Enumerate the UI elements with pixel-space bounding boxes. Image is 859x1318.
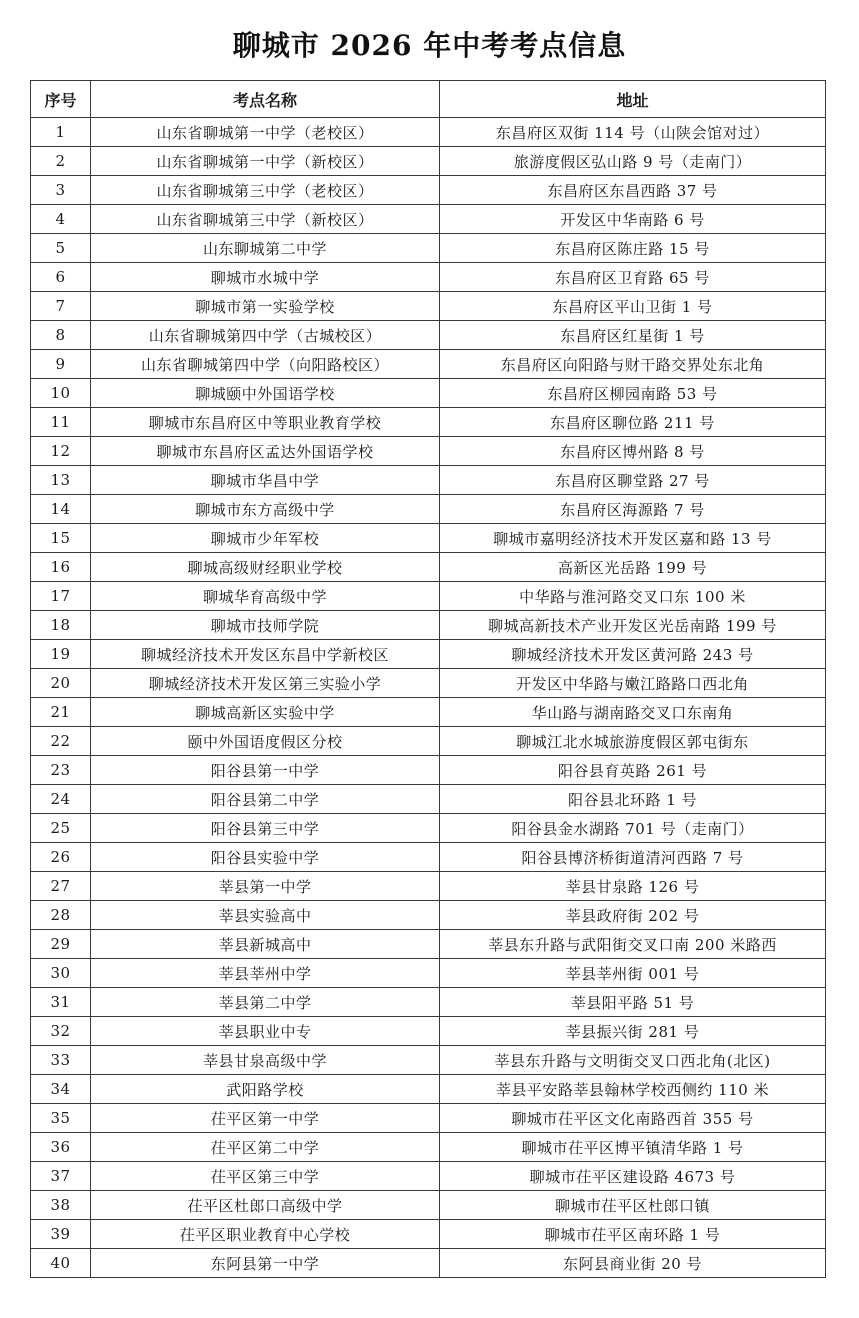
- table-row: [31, 292, 826, 321]
- cell-site-name: 莘县第一中学: [91, 872, 440, 901]
- table-row: [31, 611, 826, 640]
- table-row: [31, 147, 826, 176]
- cell-site-name: 聊城市华昌中学: [91, 466, 440, 495]
- cell-serial-number: 33: [31, 1046, 91, 1075]
- table-row: [31, 756, 826, 785]
- cell-site-name: 聊城经济技术开发区第三实验小学: [91, 669, 440, 698]
- cell-serial-number: 29: [31, 930, 91, 959]
- table-row: [31, 1133, 826, 1162]
- table-row: [31, 901, 826, 930]
- cell-serial-number: 7: [31, 292, 91, 321]
- cell-site-name: 武阳路学校: [91, 1075, 440, 1104]
- cell-site-name: 聊城经济技术开发区东昌中学新校区: [91, 640, 440, 669]
- header-serial-number: 序号: [31, 81, 91, 118]
- cell-address: 聊城高新技术产业开发区光岳南路 199 号: [440, 611, 826, 640]
- cell-site-name: 莘县新城高中: [91, 930, 440, 959]
- table-row: [31, 263, 826, 292]
- table-row: [31, 843, 826, 872]
- cell-address: 东昌府区聊位路 211 号: [440, 408, 826, 437]
- table-row: [31, 814, 826, 843]
- cell-address: 阳谷县育英路 261 号: [440, 756, 826, 785]
- cell-address: 莘县东升路与武阳街交叉口南 200 米路西: [440, 930, 826, 959]
- cell-serial-number: 37: [31, 1162, 91, 1191]
- cell-site-name: 东阿县第一中学: [91, 1249, 440, 1278]
- cell-site-name: 莘县甘泉高级中学: [91, 1046, 440, 1075]
- cell-site-name: 阳谷县第三中学: [91, 814, 440, 843]
- cell-serial-number: 35: [31, 1104, 91, 1133]
- table-row: [31, 379, 826, 408]
- cell-serial-number: 31: [31, 988, 91, 1017]
- cell-address: 聊城江北水城旅游度假区郭屯街东: [440, 727, 826, 756]
- cell-serial-number: 14: [31, 495, 91, 524]
- cell-site-name: 茌平区第二中学: [91, 1133, 440, 1162]
- cell-site-name: 山东省聊城第四中学（古城校区）: [91, 321, 440, 350]
- cell-address: 东昌府区柳园南路 53 号: [440, 379, 826, 408]
- table-row: [31, 698, 826, 727]
- table-header-row: [31, 81, 826, 118]
- cell-address: 开发区中华路与嫩江路路口西北角: [440, 669, 826, 698]
- table-row: [31, 1017, 826, 1046]
- table-body: [31, 118, 826, 1278]
- table-row: [31, 872, 826, 901]
- table-row: [31, 437, 826, 466]
- cell-serial-number: 1: [31, 118, 91, 147]
- cell-address: 莘县政府街 202 号: [440, 901, 826, 930]
- table-row: [31, 1075, 826, 1104]
- cell-address: 东昌府区平山卫街 1 号: [440, 292, 826, 321]
- cell-address: 东昌府区双街 114 号（山陕会馆对过）: [440, 118, 826, 147]
- table-row: [31, 1046, 826, 1075]
- cell-address: 开发区中华南路 6 号: [440, 205, 826, 234]
- cell-address: 东阿县商业街 20 号: [440, 1249, 826, 1278]
- cell-site-name: 山东聊城第二中学: [91, 234, 440, 263]
- cell-address: 东昌府区向阳路与财干路交界处东北角: [440, 350, 826, 379]
- table-row: [31, 1220, 826, 1249]
- cell-site-name: 聊城市第一实验学校: [91, 292, 440, 321]
- cell-serial-number: 2: [31, 147, 91, 176]
- cell-address: 聊城市茌平区杜郎口镇: [440, 1191, 826, 1220]
- cell-site-name: 茌平区第一中学: [91, 1104, 440, 1133]
- cell-serial-number: 8: [31, 321, 91, 350]
- cell-serial-number: 38: [31, 1191, 91, 1220]
- cell-serial-number: 15: [31, 524, 91, 553]
- cell-site-name: 茌平区杜郎口高级中学: [91, 1191, 440, 1220]
- cell-address: 阳谷县金水湖路 701 号（走南门）: [440, 814, 826, 843]
- cell-site-name: 聊城华育高级中学: [91, 582, 440, 611]
- cell-serial-number: 16: [31, 553, 91, 582]
- table-row: [31, 1249, 826, 1278]
- table-row: [31, 350, 826, 379]
- cell-address: 东昌府区红星街 1 号: [440, 321, 826, 350]
- table-row: [31, 1191, 826, 1220]
- cell-address: 聊城市茌平区文化南路西首 355 号: [440, 1104, 826, 1133]
- cell-site-name: 聊城市水城中学: [91, 263, 440, 292]
- cell-address: 东昌府区东昌西路 37 号: [440, 176, 826, 205]
- cell-address: 中华路与淮河路交叉口东 100 米: [440, 582, 826, 611]
- cell-serial-number: 3: [31, 176, 91, 205]
- cell-serial-number: 21: [31, 698, 91, 727]
- cell-site-name: 阳谷县第一中学: [91, 756, 440, 785]
- cell-address: 华山路与湖南路交叉口东南角: [440, 698, 826, 727]
- cell-serial-number: 32: [31, 1017, 91, 1046]
- cell-serial-number: 23: [31, 756, 91, 785]
- cell-address: 聊城市茌平区建设路 4673 号: [440, 1162, 826, 1191]
- cell-address: 东昌府区博州路 8 号: [440, 437, 826, 466]
- cell-serial-number: 11: [31, 408, 91, 437]
- exam-site-table: [30, 80, 826, 1278]
- cell-site-name: 山东省聊城第一中学（新校区）: [91, 147, 440, 176]
- table-row: [31, 118, 826, 147]
- cell-site-name: 聊城高新区实验中学: [91, 698, 440, 727]
- header-address: 地址: [440, 81, 826, 118]
- table-row: [31, 582, 826, 611]
- cell-serial-number: 10: [31, 379, 91, 408]
- table-row: [31, 553, 826, 582]
- cell-serial-number: 6: [31, 263, 91, 292]
- cell-address: 莘县振兴街 281 号: [440, 1017, 826, 1046]
- table-row: [31, 495, 826, 524]
- cell-address: 东昌府区海源路 7 号: [440, 495, 826, 524]
- table-row: [31, 785, 826, 814]
- cell-site-name: 茌平区第三中学: [91, 1162, 440, 1191]
- table-row: [31, 466, 826, 495]
- cell-serial-number: 5: [31, 234, 91, 263]
- table-row: [31, 1104, 826, 1133]
- cell-site-name: 聊城市东昌府区中等职业教育学校: [91, 408, 440, 437]
- cell-site-name: 山东省聊城第四中学（向阳路校区）: [91, 350, 440, 379]
- cell-address: 聊城经济技术开发区黄河路 243 号: [440, 640, 826, 669]
- table-row: [31, 524, 826, 553]
- table-row: [31, 205, 826, 234]
- cell-serial-number: 9: [31, 350, 91, 379]
- cell-site-name: 茌平区职业教育中心学校: [91, 1220, 440, 1249]
- cell-address: 莘县平安路莘县翰林学校西侧约 110 米: [440, 1075, 826, 1104]
- table-row: [31, 640, 826, 669]
- cell-address: 东昌府区卫育路 65 号: [440, 263, 826, 292]
- cell-serial-number: 13: [31, 466, 91, 495]
- cell-serial-number: 34: [31, 1075, 91, 1104]
- cell-address: 莘县阳平路 51 号: [440, 988, 826, 1017]
- cell-site-name: 聊城市少年军校: [91, 524, 440, 553]
- cell-serial-number: 22: [31, 727, 91, 756]
- table-row: [31, 408, 826, 437]
- cell-serial-number: 40: [31, 1249, 91, 1278]
- table-row: [31, 1162, 826, 1191]
- cell-address: 莘县莘州街 001 号: [440, 959, 826, 988]
- cell-address: 东昌府区陈庄路 15 号: [440, 234, 826, 263]
- cell-serial-number: 17: [31, 582, 91, 611]
- table-row: [31, 234, 826, 263]
- cell-serial-number: 18: [31, 611, 91, 640]
- cell-site-name: 颐中外国语度假区分校: [91, 727, 440, 756]
- table-row: [31, 930, 826, 959]
- cell-address: 阳谷县博济桥街道清河西路 7 号: [440, 843, 826, 872]
- cell-serial-number: 36: [31, 1133, 91, 1162]
- cell-serial-number: 19: [31, 640, 91, 669]
- cell-address: 聊城市茌平区南环路 1 号: [440, 1220, 826, 1249]
- cell-serial-number: 26: [31, 843, 91, 872]
- cell-site-name: 聊城市东昌府区孟达外国语学校: [91, 437, 440, 466]
- cell-address: 莘县甘泉路 126 号: [440, 872, 826, 901]
- cell-site-name: 山东省聊城第一中学（老校区）: [91, 118, 440, 147]
- cell-site-name: 莘县第二中学: [91, 988, 440, 1017]
- table-row: [31, 988, 826, 1017]
- cell-serial-number: 24: [31, 785, 91, 814]
- cell-serial-number: 27: [31, 872, 91, 901]
- cell-site-name: 莘县实验高中: [91, 901, 440, 930]
- cell-address: 聊城市茌平区博平镇清华路 1 号: [440, 1133, 826, 1162]
- cell-address: 聊城市嘉明经济技术开发区嘉和路 13 号: [440, 524, 826, 553]
- cell-site-name: 聊城市东方高级中学: [91, 495, 440, 524]
- cell-serial-number: 39: [31, 1220, 91, 1249]
- cell-site-name: 莘县职业中专: [91, 1017, 440, 1046]
- cell-serial-number: 12: [31, 437, 91, 466]
- header-site-name: 考点名称: [91, 81, 440, 118]
- table-row: [31, 669, 826, 698]
- table-row: [31, 176, 826, 205]
- cell-address: 莘县东升路与文明街交叉口西北角(北区): [440, 1046, 826, 1075]
- cell-site-name: 聊城颐中外国语学校: [91, 379, 440, 408]
- page-title: 聊城市 2026 年中考考点信息: [232, 29, 627, 62]
- cell-address: 高新区光岳路 199 号: [440, 553, 826, 582]
- cell-serial-number: 30: [31, 959, 91, 988]
- table-row: [31, 727, 826, 756]
- cell-site-name: 山东省聊城第三中学（新校区）: [91, 205, 440, 234]
- cell-address: 东昌府区聊堂路 27 号: [440, 466, 826, 495]
- cell-address: 旅游度假区弘山路 9 号（走南门）: [440, 147, 826, 176]
- cell-serial-number: 25: [31, 814, 91, 843]
- cell-address: 阳谷县北环路 1 号: [440, 785, 826, 814]
- cell-site-name: 阳谷县实验中学: [91, 843, 440, 872]
- cell-serial-number: 20: [31, 669, 91, 698]
- cell-site-name: 阳谷县第二中学: [91, 785, 440, 814]
- table-row: [31, 959, 826, 988]
- cell-serial-number: 4: [31, 205, 91, 234]
- cell-site-name: 莘县莘州中学: [91, 959, 440, 988]
- cell-serial-number: 28: [31, 901, 91, 930]
- cell-site-name: 聊城市技师学院: [91, 611, 440, 640]
- table-row: [31, 321, 826, 350]
- cell-site-name: 山东省聊城第三中学（老校区）: [91, 176, 440, 205]
- cell-site-name: 聊城高级财经职业学校: [91, 553, 440, 582]
